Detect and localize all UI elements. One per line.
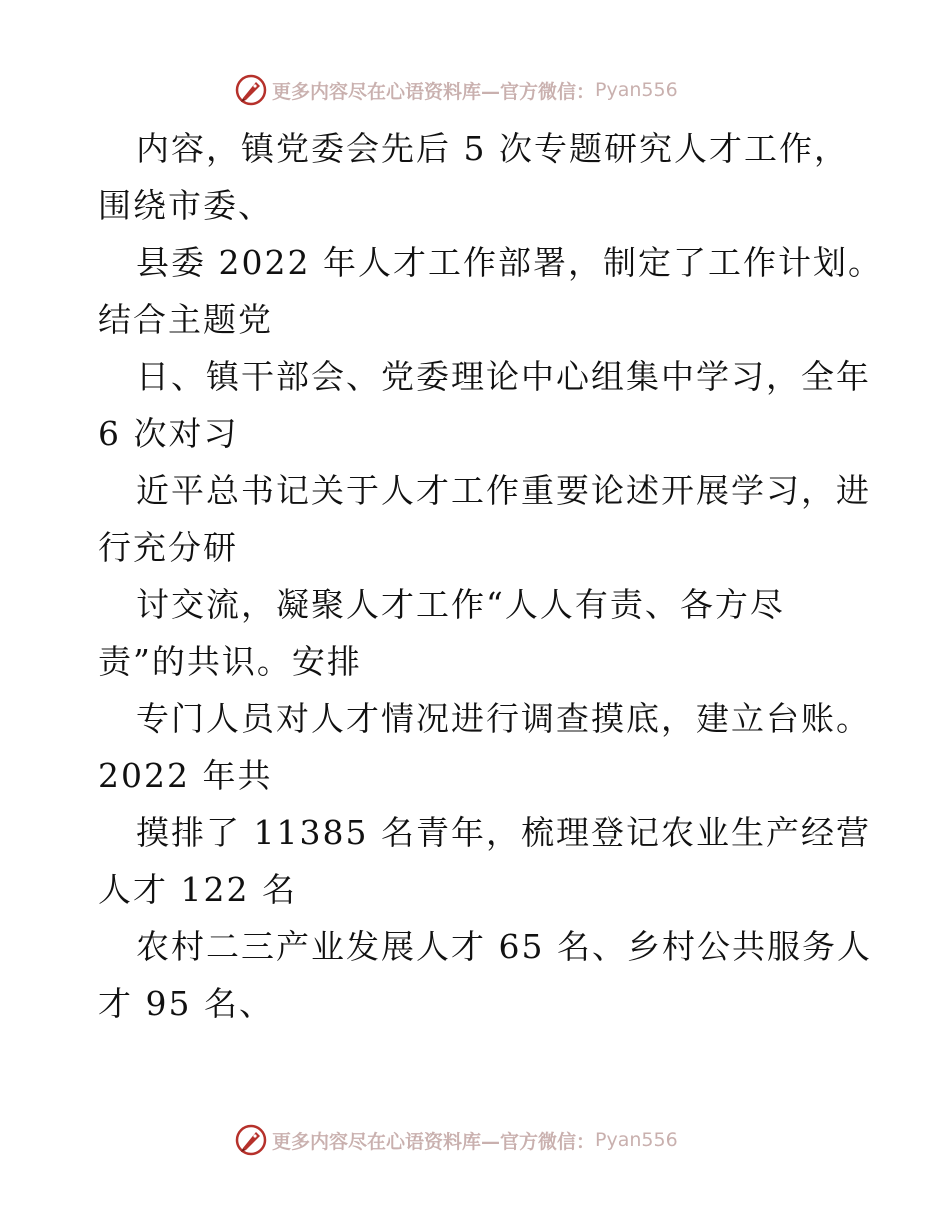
- text-line: 行充分研: [98, 528, 238, 567]
- text-line: 6 次对习: [98, 414, 239, 453]
- text-line: 日、镇干部会、党委理论中心组集中学习，全年: [136, 357, 871, 396]
- header-watermark: [234, 73, 678, 107]
- document-body: [98, 120, 883, 1032]
- text-line: 结合主题党: [98, 300, 273, 339]
- text-line: 围绕市委、: [98, 186, 273, 225]
- watermark-wechat-id: Pyan556: [595, 1129, 678, 1151]
- pen-nib-logo-icon: [234, 1123, 268, 1157]
- pen-nib-logo-icon: [234, 73, 268, 107]
- text-line: 摸排了 11385 名青年，梳理登记农业生产经营: [136, 813, 871, 852]
- watermark-wechat-id: Pyan556: [595, 79, 678, 101]
- text-line: 专门人员对人才情况进行调查摸底，建立台账。: [136, 699, 871, 738]
- text-line: 县委 2022 年人才工作部署，制定了工作计划。: [136, 243, 883, 282]
- text-line: 责”的共识。安排: [98, 642, 362, 681]
- text-line: 农村二三产业发展人才 65 名、乡村公共服务人: [136, 927, 872, 966]
- text-line: 近平总书记关于人才工作重要论述开展学习，进: [136, 471, 871, 510]
- text-line: 2022 年共: [98, 756, 273, 795]
- text-line: 讨交流，凝聚人才工作“人人有责、各方尽: [136, 585, 785, 624]
- text-line: 内容，镇党委会先后 5 次专题研究人才工作，: [136, 129, 849, 168]
- watermark-text: 更多内容尽在心语资料库—官方微信：: [272, 80, 596, 103]
- text-line: 才 95 名、: [98, 984, 274, 1023]
- watermark-text: 更多内容尽在心语资料库—官方微信：: [272, 1130, 596, 1153]
- footer-watermark: [234, 1123, 678, 1157]
- text-line: 人才 122 名: [98, 870, 297, 909]
